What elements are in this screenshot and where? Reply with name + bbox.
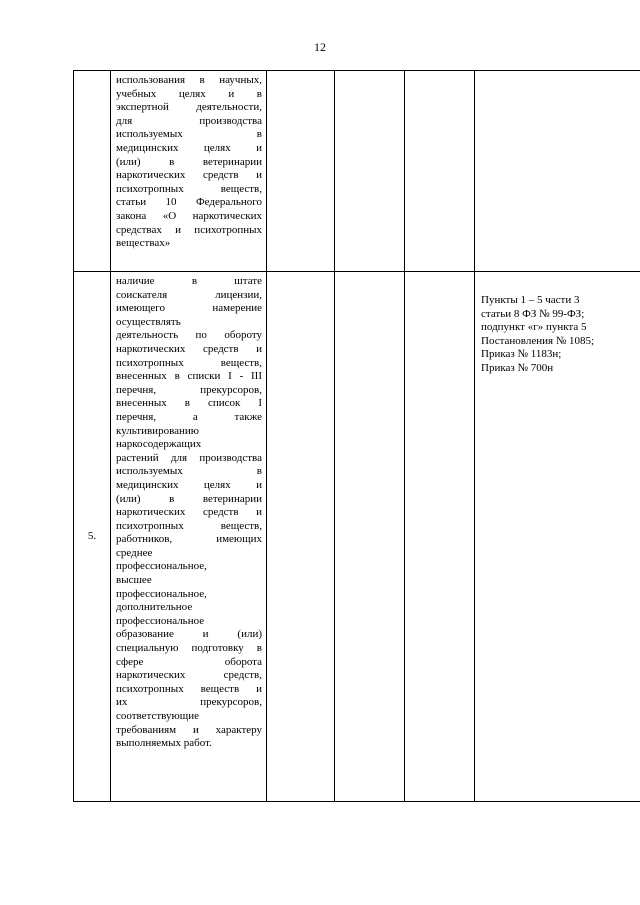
- reference-text-line: Приказ № 1183н;: [481, 348, 562, 361]
- requirement-text-line: для производства: [116, 114, 262, 127]
- requirement-text-line: используемых в: [116, 465, 262, 478]
- requirement-cell: [111, 71, 267, 272]
- requirement-text-line: профессиональное,: [116, 560, 207, 573]
- references-cell: [475, 272, 640, 802]
- requirement-text-line: медицинских целях и: [116, 478, 262, 491]
- requirement-text-line: внесенных в списки I - III: [116, 370, 262, 383]
- requirement-text-line: растений для производства: [116, 451, 262, 464]
- reference-text-line: подпункт «г» пункта 5: [481, 321, 587, 334]
- empty-cell: [267, 272, 335, 802]
- requirement-text-line: психотропных веществ,: [116, 356, 262, 369]
- requirement-text-line: экспертной деятельности,: [116, 101, 262, 114]
- requirement-text-line: веществах»: [116, 237, 171, 250]
- row-number-cell: 5.: [74, 272, 111, 802]
- requirement-text-line: (или) в ветеринарии: [116, 492, 262, 505]
- requirement-text-line: наркотических средств и: [116, 506, 262, 519]
- reference-text-line: Пункты 1 – 5 части 3: [481, 294, 580, 306]
- reference-text-line: Постановления № 1085;: [481, 334, 595, 347]
- references-cell: [475, 71, 640, 272]
- requirement-text-line: дополнительное: [116, 601, 193, 614]
- reference-text-line: Приказ № 700н: [481, 361, 554, 374]
- table-row: [74, 71, 640, 272]
- requirement-text-line: выполняемых работ.: [116, 737, 212, 750]
- requirement-text-line: специальную подготовку в: [116, 642, 262, 655]
- requirement-text-line: психотропных веществ,: [116, 519, 262, 532]
- empty-cell: [267, 71, 335, 272]
- requirement-text-line: сфере оборота: [116, 655, 262, 668]
- requirement-text-line: наркотических средств,: [116, 669, 262, 682]
- requirement-text-line: имеющего намерение: [116, 302, 262, 315]
- requirement-text-line: осуществлять: [116, 315, 181, 328]
- requirement-text-line: психотропных веществ,: [116, 182, 262, 195]
- reference-text-line: статьи 8 ФЗ № 99-ФЗ;: [481, 307, 585, 320]
- requirement-text-line: деятельность по обороту: [116, 329, 262, 342]
- requirement-text-line: наркотических средств и: [116, 169, 262, 182]
- table-row: [74, 272, 640, 802]
- empty-cell: [335, 272, 405, 802]
- requirement-text-line: образование и (или): [116, 628, 262, 641]
- empty-cell: [405, 272, 475, 802]
- requirement-text-line: статьи 10 Федерального: [116, 196, 262, 209]
- requirement-text-line: закона «О наркотических: [116, 209, 262, 222]
- requirement-text-line: требованиям и характеру: [116, 723, 262, 736]
- requirement-text-line: внесенных в список I: [116, 397, 262, 410]
- requirement-text-line: перечня, а также: [116, 410, 262, 423]
- requirement-text-line: перечня, прекурсоров,: [116, 383, 262, 396]
- requirement-text-line: их прекурсоров,: [116, 696, 262, 709]
- requirement-text-line: учебных целях и в: [116, 87, 262, 100]
- requirement-text-line: средствах и психотропных: [116, 223, 262, 236]
- empty-cell: [335, 71, 405, 272]
- requirement-text-line: профессиональное,: [116, 587, 207, 600]
- requirement-text-line: медицинских целях и: [116, 141, 262, 154]
- empty-cell: [405, 71, 475, 272]
- requirement-text-line: профессиональное: [116, 614, 205, 627]
- requirement-text-line: наличие в штате: [116, 275, 262, 287]
- requirements-table: [73, 70, 640, 802]
- requirement-text-line: используемых в: [116, 128, 262, 141]
- row-number-cell: [74, 71, 111, 272]
- requirement-text-line: наркотических средств и: [116, 342, 262, 355]
- requirement-text-line: среднее: [116, 546, 153, 559]
- requirement-text-line: соискателя лицензии,: [116, 288, 262, 301]
- requirement-text-line: наркосодержащих: [116, 438, 202, 451]
- requirement-text-line: высшее: [116, 574, 152, 587]
- requirement-text-line: соответствующие: [116, 710, 199, 722]
- page-number: 12: [314, 40, 326, 54]
- requirement-text-line: культивированию: [116, 424, 199, 437]
- requirement-text-line: психотропных веществ и: [116, 682, 262, 695]
- requirement-cell: [111, 272, 267, 802]
- requirement-text-line: использования в научных,: [116, 74, 262, 86]
- requirement-text-line: (или) в ветеринарии: [116, 155, 262, 168]
- requirement-text-line: работников, имеющих: [116, 533, 262, 546]
